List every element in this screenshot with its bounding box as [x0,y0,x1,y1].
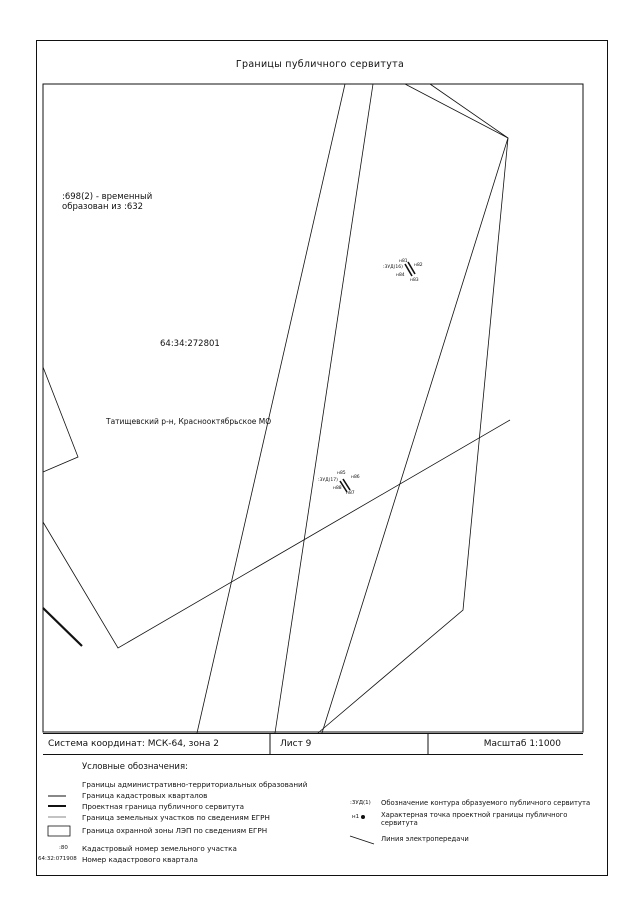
point-label: н86 [351,475,360,480]
legend-title: Условные обозначения: [82,762,188,772]
legend-box-ohz [48,826,70,836]
legend-item: Граница охранной зоны ЛЭП по сведениям ЕГРН [82,826,268,835]
legend-symbol-contour: :3УД(1) [350,800,371,806]
legend-item: Проектная граница публичного сервитута [82,802,245,811]
legend-symbol-quarter: 64:32:071908 [38,856,77,862]
point-label: н85 [337,471,346,476]
map-window-border [43,84,583,732]
quarter-label: 64:34:272801 [160,339,220,349]
contour-label-b: :3УД(17) [318,478,338,483]
parcel-boundary-south [43,417,510,648]
legend-item: Обозначение контура образуемого публичного сервитута [381,799,591,807]
legend-item: Характерная точка проектной границы публичного сервитута [381,811,568,828]
legend-symbol-cad-number: :80 [59,845,68,851]
parcel-boundary-west [43,367,78,472]
point-label: н84 [396,273,405,278]
sheet-number: Лист 9 [270,733,428,755]
legend-item: Граница кадастровых кварталов [82,791,208,800]
map-scale: Масштаб 1:1000 [428,733,583,755]
ohz-boundary-east [322,138,508,733]
legend-point-symbol [361,815,365,819]
point-label: н88 [333,486,342,491]
admin-boundary [43,608,82,646]
temp-parcel-label: :698(2) - временный образован из :632 [62,192,153,212]
contour-label-a: :3УД(16) [383,265,403,270]
district-label: Татищевский р-н, Краснооктябрьское МО [106,417,272,426]
map-title: Границы публичного сервитута [235,59,405,70]
legend-symbol-point: н1 [352,814,360,820]
parcel-boundary-east [318,84,508,733]
legend-line-powerline [350,836,374,844]
legend-item: Границы административно-территориальных образований [82,780,308,789]
legend-item: Номер кадастрового квартала [82,855,198,864]
parcel-boundary-top [405,84,508,138]
legend-item: Граница земельных участков по сведениям ЕГРН [82,813,270,822]
point-label: н83 [410,278,419,283]
powerline [275,84,373,733]
legend-item: Кадастровый номер земельного участка [82,844,237,853]
point-label: н87 [346,491,355,496]
point-label: н82 [414,263,423,268]
ohz-boundary-west [197,84,345,733]
legend-item: Линия электропередачи [381,835,469,843]
point-label: н81 [399,259,408,264]
coord-system: Система координат: МСК-64, зона 2 [43,733,270,755]
